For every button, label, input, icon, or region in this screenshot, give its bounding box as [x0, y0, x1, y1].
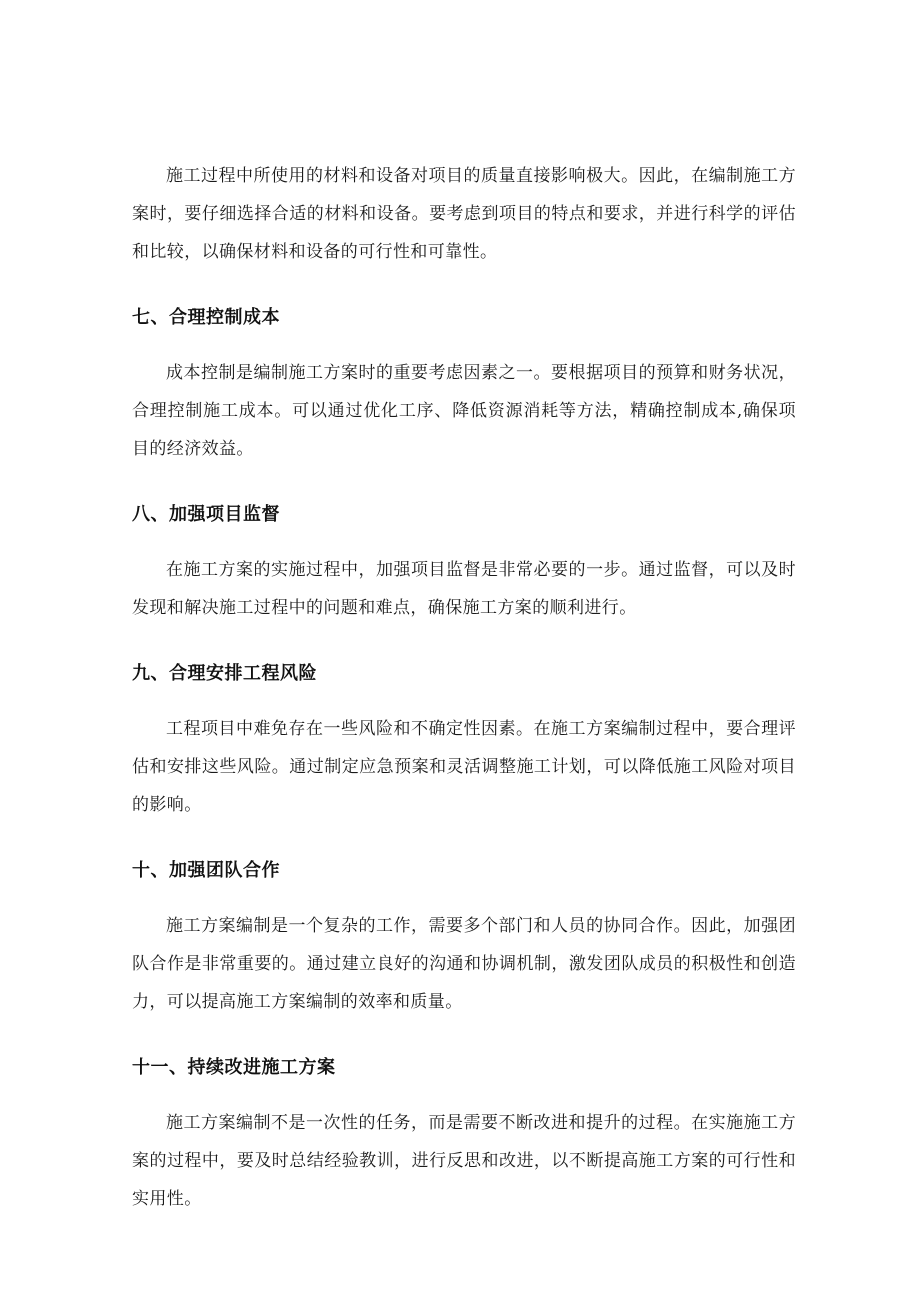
- document-body: [132, 157, 796, 1218]
- section-paragraph-10: 施工方案编制是一个复杂的工作，需要多个部门和人员的协同合作。因此，加强团队合作是非常重要的。通过建立良好的沟通和协调机制，激发团队成员的积极性和创造力，可以提高施工方案编制的效率和质量。: [132, 916, 796, 1012]
- section-paragraph-8: 在施工方案的实施过程中，加强项目监督是非常必要的一步。通过监督，可以及时发现和解决施工过程中的问题和难点，确保施工方案的顺利进行。: [132, 560, 796, 618]
- intro-paragraph: 施工过程中所使用的材料和设备对项目的质量直接影响极大。因此，在编制施工方案时，要仔细选择合适的材料和设备。要考虑到项目的特点和要求，并进行科学的评估和比较，以确保材料和设备的可行性和可靠性。: [132, 166, 796, 262]
- section-heading-9: 九、合理安排工程风险: [132, 663, 317, 684]
- section-heading-11: 十一、持续改进施工方案: [132, 1057, 336, 1078]
- section-paragraph-7: 成本控制是编制施工方案时的重要考虑因素之一。要根据项目的预算和财务状况，合理控制施工成本。可以通过优化工序、降低资源消耗等方法，精确控制成本,确保项目的经济效益。: [132, 363, 796, 459]
- section-heading-10: 十、加强团队合作: [132, 860, 280, 881]
- section-heading-7: 七、合理控制成本: [132, 307, 280, 328]
- section-heading-8: 八、加强项目监督: [132, 504, 280, 525]
- section-paragraph-11: 施工方案编制不是一次性的任务，而是需要不断改进和提升的过程。在实施施工方案的过程中，要及时总结经验教训，进行反思和改进，以不断提高施工方案的可行性和实用性。: [132, 1113, 796, 1209]
- section-paragraph-9: 工程项目中难免存在一些风险和不确定性因素。在施工方案编制过程中，要合理评估和安排这些风险。通过制定应急预案和灵活调整施工计划，可以降低施工风险对项目的影响。: [132, 719, 796, 815]
